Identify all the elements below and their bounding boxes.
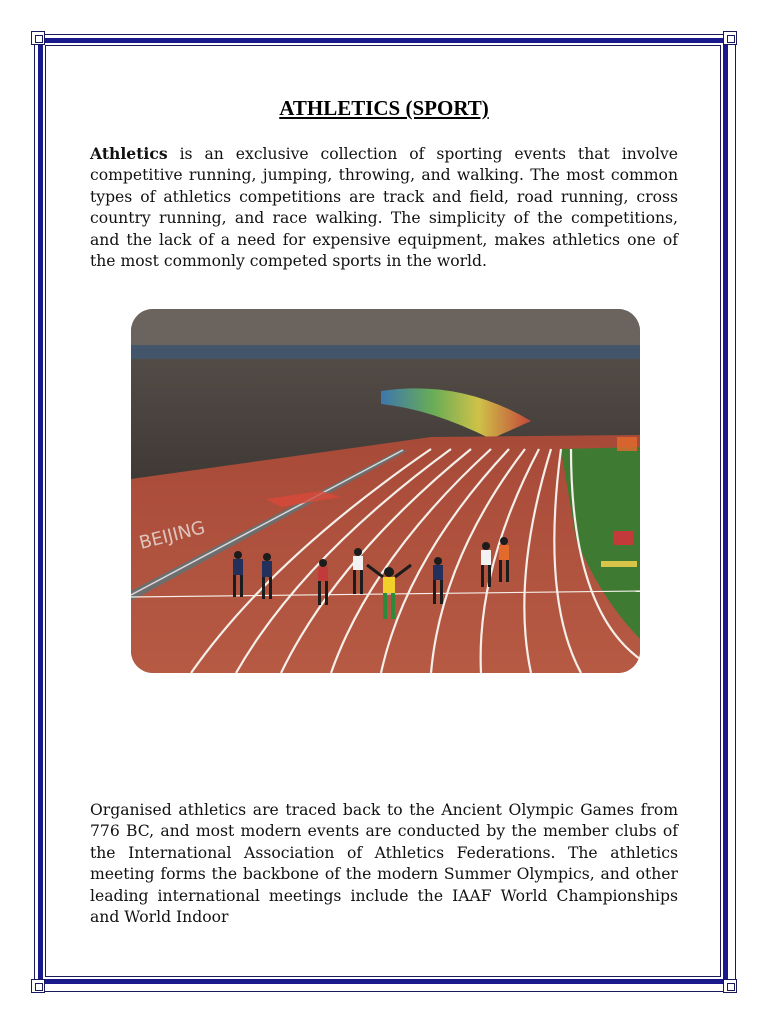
corner-ornament-bottom-left	[31, 979, 45, 993]
athletics-photo	[131, 309, 640, 673]
photo-reflection	[131, 676, 640, 786]
intro-paragraph	[90, 143, 678, 272]
page-title: ATHLETICS (SPORT)	[279, 96, 489, 120]
history-paragraph: Organised athletics are traced back to the Ancient Olympic Games from 776 BC, and most modern events are conducted by the member clubs of the International Association of Athletics Federations. The athletics meeting forms the backbone of the modern Summer Olympics, and other leading international meetings include the IAAF World Championships and World Indoor	[90, 801, 678, 927]
corner-ornament-top-right	[723, 31, 737, 45]
svg-text:BEIJING: BEIJING	[137, 517, 208, 554]
intro-bold-term: Athletics	[90, 144, 168, 163]
corner-ornament-bottom-right	[723, 979, 737, 993]
corner-ornament-top-left	[31, 31, 45, 45]
intro-text: is an exclusive collection of sporting events that involve competitive running, jumping, throwing, and walking. The most common types of athletics competitions are track and field, road running, cross country running, and race walking. The simplicity of the competitions, and the lack of a need for expensive equipment, makes athletics one of the most commonly competed sports in the world.	[90, 145, 678, 271]
